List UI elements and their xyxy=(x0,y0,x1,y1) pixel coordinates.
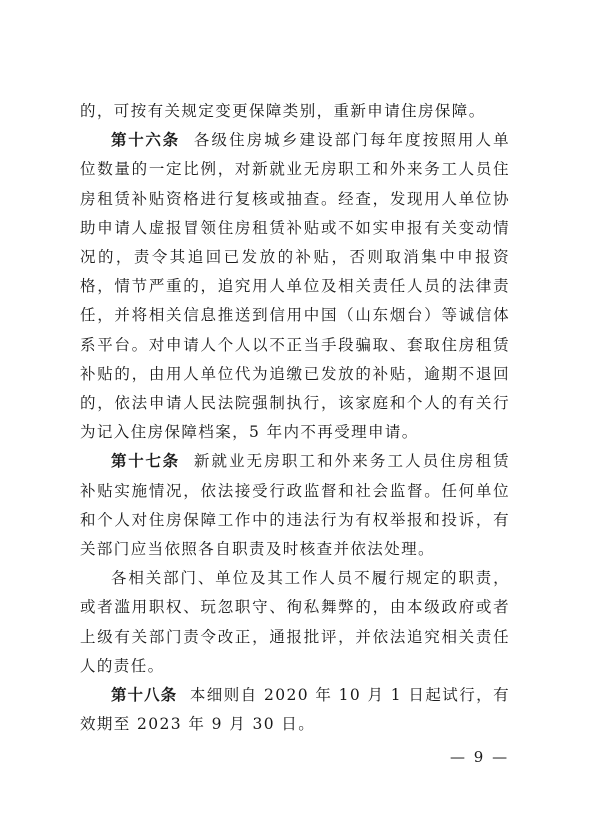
article-16 xyxy=(80,126,510,447)
page-number: — 9 — xyxy=(450,748,510,766)
article-text: 各级住房城乡建设部门每年度按照用人单位数量的一定比例，对新就业无房职工和外来务工人员住房租赁补贴资格进行复核或抽查。经查，发现用人单位协助申请人虚报冒领住房租赁补贴或不如实申报有关变动情况的，责令其追回已发放的补贴，否则取消集中申报资格，情节严重的，追究用人单位及相关责任人员的法律责任，并将相关信息推送到信用中国（山东烟台）等诚信体系平台。对申请人个人以不正当手段骗取、套取住房租赁补贴的，由用人单位代为追缴已发放的补贴，逾期不退回的，依法申请人民法院强制执行，该家庭和个人的有关行为记入住房保障档案，5 年内不再受理申请。 xyxy=(80,131,510,442)
article-18 xyxy=(80,681,510,739)
article-number: 第十六条 xyxy=(111,131,180,150)
document-body xyxy=(80,97,510,739)
article-17 xyxy=(80,447,510,564)
article-number: 第十七条 xyxy=(111,452,180,471)
paragraph-continuation xyxy=(80,97,510,126)
paragraph-text: 各相关部门、单位及其工作人员不履行规定的职责，或者滥用职权、玩忽职守、徇私舞弊的，由本级政府或者上级有关部门责令改正，通报批评，并依法追究相关责任人的责任。 xyxy=(80,569,510,675)
article-17-paragraph-2 xyxy=(80,564,510,681)
article-text: 本细则自 2020 年 10 月 1 日起试行，有效期至 2023 年 9 月 30 日。 xyxy=(80,686,510,734)
article-number: 第十八条 xyxy=(111,686,178,705)
paragraph-text: 的，可按有关规定变更保障类别，重新申请住房保障。 xyxy=(80,102,486,120)
article-text: 新就业无房职工和外来务工人员住房租赁补贴实施情况，依法接受行政监督和社会监督。任何单位和个人对住房保障工作中的违法行为有权举报和投诉，有关部门应当依照各自职责及时核查并依法处理。 xyxy=(80,452,510,559)
